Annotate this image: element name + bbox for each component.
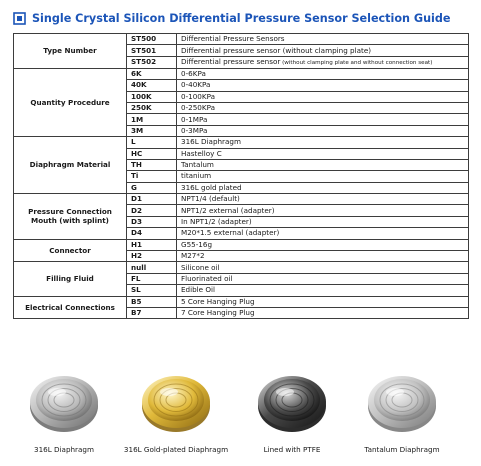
option-code: D4: [127, 228, 177, 239]
option-description: [177, 194, 469, 205]
option-description: [177, 228, 469, 239]
option-description: [177, 102, 469, 113]
option-description-text: Differential Pressure Sensors: [181, 34, 285, 44]
option-code: 1M: [127, 114, 177, 125]
option-description-text: 0-40KPa: [181, 80, 211, 90]
option-code: B5: [127, 296, 177, 307]
diaphragm-image: [137, 362, 215, 442]
product-caption: Tantalum Diaphragm: [364, 445, 440, 454]
option-code: D3: [127, 216, 177, 227]
option-code: H2: [127, 251, 177, 262]
option-description-text: Differential pressure sensor: [181, 56, 281, 66]
option-code: L: [127, 137, 177, 148]
option-description: [177, 91, 469, 102]
blue-square-outline-icon: [13, 12, 26, 25]
option-description-note: (without clamping plate and without connection seat): [280, 59, 433, 66]
option-description: [177, 34, 469, 45]
option-description: [177, 307, 469, 318]
option-description: [177, 296, 469, 307]
option-description-text: M20*1.5 external (adapter): [181, 228, 280, 238]
product-caption: 316L Diaphragm: [34, 445, 94, 454]
option-code: HC: [127, 148, 177, 159]
option-description: [177, 285, 469, 296]
table-row: [14, 68, 469, 79]
option-description: [177, 56, 469, 68]
option-description-text: Silicone oil: [181, 262, 220, 272]
option-description: [177, 216, 469, 227]
option-code: B7: [127, 307, 177, 318]
option-description-text: 0-3MPa: [181, 125, 208, 135]
table-row: [14, 137, 469, 148]
diaphragm-image: [363, 362, 441, 442]
group-label: Quantity Procedure: [14, 68, 127, 136]
option-description-text: 5 Core Hanging Plug: [181, 296, 255, 306]
option-code: ST502: [127, 56, 177, 68]
option-description-text: 0-1MPa: [181, 114, 208, 124]
option-description-text: Differential pressure sensor (without clamping plate): [181, 45, 372, 55]
option-description-text: 0-100KPa: [181, 91, 216, 101]
option-description-text: In NPT1/2 (adapter): [181, 217, 252, 227]
table-row: [14, 262, 469, 273]
group-label: Type Number: [14, 34, 127, 69]
option-code: H1: [127, 239, 177, 250]
option-code: D2: [127, 205, 177, 216]
option-code: D1: [127, 194, 177, 205]
option-description: [177, 80, 469, 91]
group-label: Filling Fluid: [14, 262, 127, 296]
product-item: [232, 362, 352, 462]
option-description-text: NPT1/2 external (adapter): [181, 205, 275, 215]
diaphragm-image: [253, 362, 331, 442]
option-description: [177, 239, 469, 250]
option-code: 250K: [127, 102, 177, 113]
selection-table-body: [14, 34, 469, 319]
table-row: [14, 239, 469, 250]
option-code: 6K: [127, 68, 177, 79]
option-description-text: G55-16g: [181, 239, 213, 249]
option-code: 3M: [127, 125, 177, 136]
option-description: [177, 171, 469, 182]
selection-table: [13, 33, 469, 319]
option-description: [177, 262, 469, 273]
option-code: Ti: [127, 171, 177, 182]
option-description-text: 7 Core Hanging Plug: [181, 308, 255, 318]
option-description: [177, 114, 469, 125]
option-code: 40K: [127, 80, 177, 91]
option-description-text: Tantalum: [181, 160, 214, 170]
option-description: [177, 68, 469, 79]
option-description-text: 316L gold plated: [181, 182, 242, 192]
option-code: TH: [127, 159, 177, 170]
option-description-text: Hastelloy C: [181, 148, 222, 158]
option-code: FL: [127, 273, 177, 284]
option-code: null: [127, 262, 177, 273]
option-description-text: 316L Diaphragm: [181, 137, 241, 147]
group-label: Diaphragm Material: [14, 137, 127, 194]
option-code: ST501: [127, 45, 177, 56]
option-description-text: NPT1/4 (default): [181, 194, 240, 204]
group-label: Electrical Connections: [14, 296, 127, 319]
option-description: [177, 205, 469, 216]
product-item: [4, 362, 124, 462]
option-description: [177, 45, 469, 56]
option-description: [177, 182, 469, 193]
option-description: [177, 159, 469, 170]
option-code: G: [127, 182, 177, 193]
option-description-text: titanium: [181, 171, 212, 181]
option-description-text: 0-6KPa: [181, 68, 206, 78]
option-code: ST500: [127, 34, 177, 45]
option-code: SL: [127, 285, 177, 296]
option-code: 100K: [127, 91, 177, 102]
table-row: [14, 194, 469, 205]
option-description: [177, 251, 469, 262]
option-description: [177, 148, 469, 159]
diaphragm-image: [25, 362, 103, 442]
option-description: [177, 137, 469, 148]
group-label: Pressure Connection Mouth (with splint): [14, 194, 127, 240]
product-caption: Lined with PTFE: [263, 445, 321, 454]
table-row: [14, 34, 469, 45]
option-description-text: M27*2: [181, 251, 205, 261]
option-description-text: 0-250KPa: [181, 103, 216, 113]
option-description-text: Edible Oil: [181, 285, 216, 295]
product-item: [116, 362, 236, 462]
product-caption: 316L Gold-plated Diaphragm: [123, 445, 229, 454]
page-title: Single Crystal Silicon Differential Pressure Sensor Selection Guide: [32, 11, 451, 25]
group-label: Connector: [14, 239, 127, 262]
option-description-text: Fluorinated oil: [181, 274, 233, 283]
table-row: [14, 296, 469, 307]
option-description: [177, 273, 469, 284]
option-description: [177, 125, 469, 136]
product-gallery: [0, 362, 481, 462]
title-row: [13, 10, 451, 26]
product-item: [342, 362, 462, 462]
